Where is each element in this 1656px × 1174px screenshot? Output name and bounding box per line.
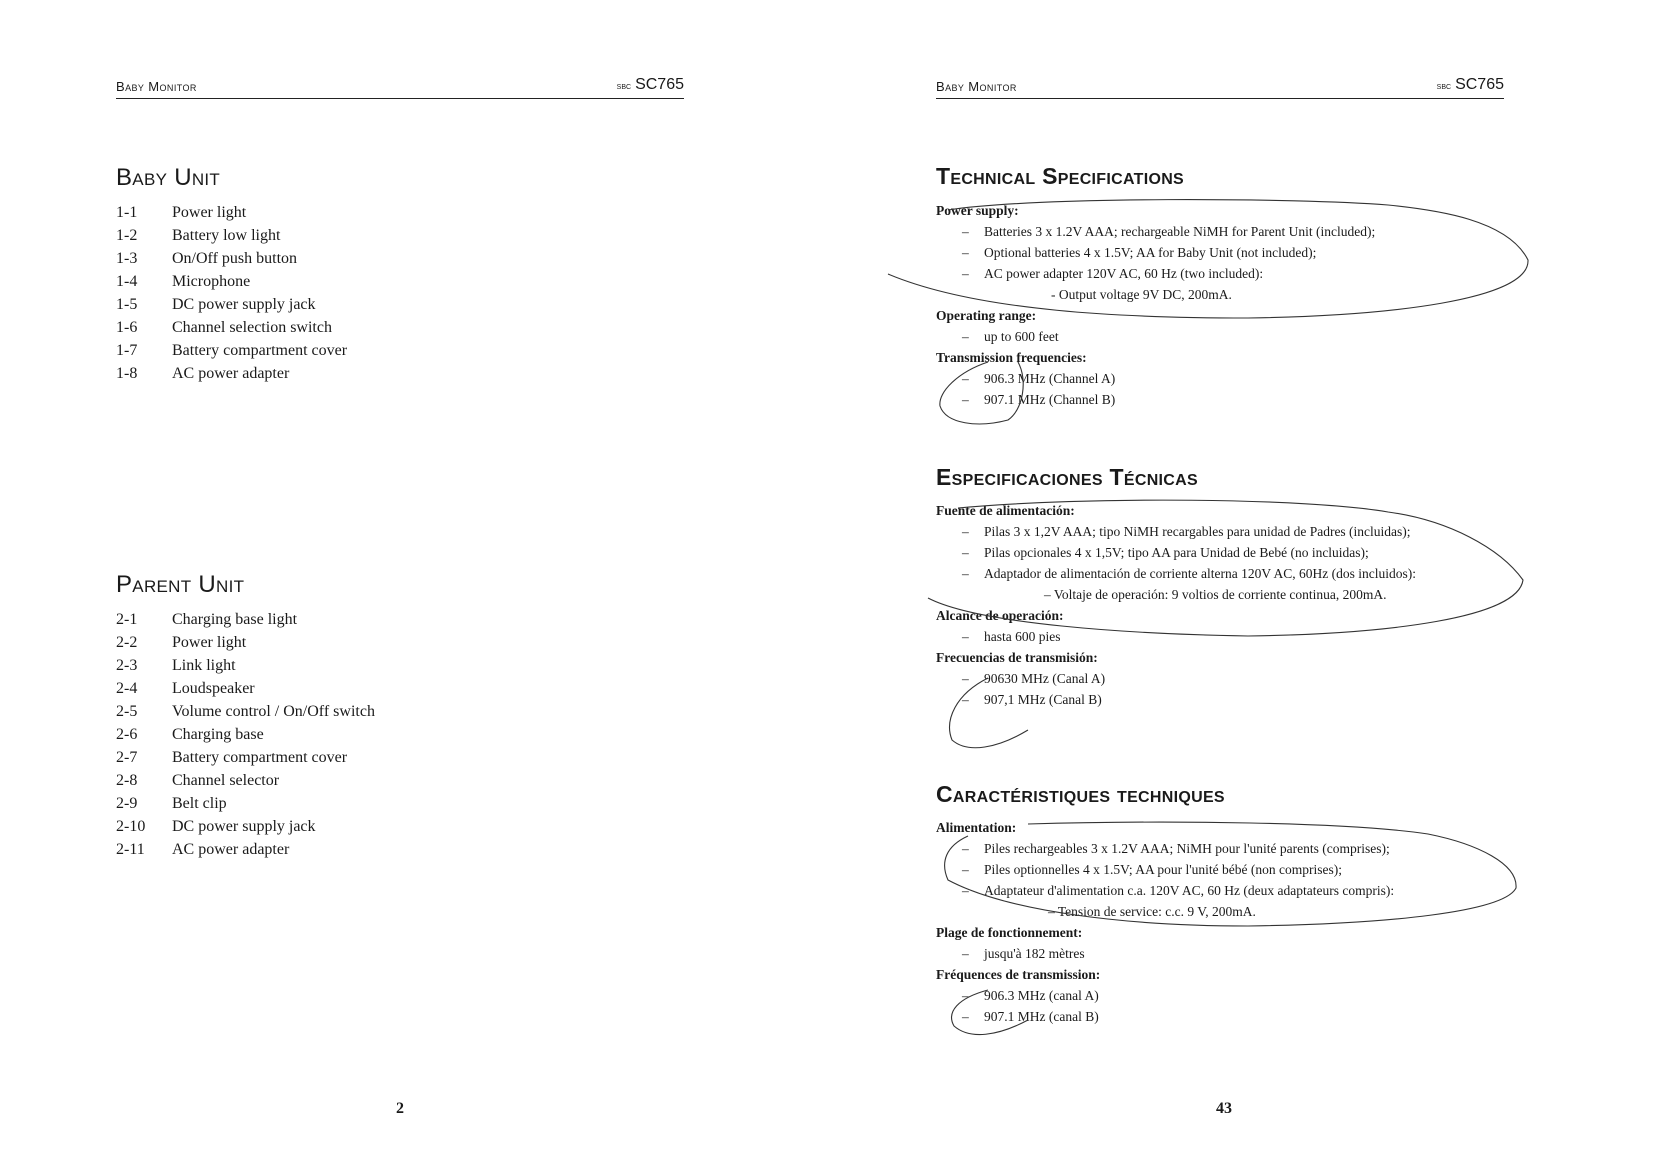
spec-item-text: 906.3 MHz (Channel A) [984, 371, 1116, 386]
item-label: Battery low light [172, 227, 281, 244]
spec-item-text: Adaptateur d'alimentation c.a. 120V AC, 60 Hz (deux adaptateurs compris): [984, 883, 1395, 898]
spec-item: – AC power adapter 120V AC, 60 Hz (two included): [962, 266, 1264, 281]
list-item [116, 815, 375, 838]
item-label: DC power supply jack [172, 818, 316, 835]
list-item [116, 700, 375, 723]
list-item [116, 792, 375, 815]
item-number: 1-8 [116, 365, 138, 382]
running-header [116, 74, 684, 99]
item-number: 2-6 [116, 726, 138, 743]
spec-item-text: Pilas 3 x 1,2V AAA; tipo NiMH recargables para unidad de Padres (incluidas); [984, 524, 1411, 539]
item-number: 2-2 [116, 634, 138, 651]
transmission-frequencies-heading: Transmission frequencies: [936, 350, 1087, 365]
baby-unit-list [116, 201, 347, 385]
alcance-heading: Alcance de operación: [936, 608, 1064, 623]
baby-unit-title: Baby Unit [116, 164, 221, 191]
spec-item-text: 907,1 MHz (Canal B) [984, 692, 1102, 707]
item-label: Power light [172, 204, 247, 221]
item-number: 2-8 [116, 772, 138, 789]
list-item [116, 316, 347, 339]
spec-item-text: jusqu'à 182 mètres [984, 946, 1085, 961]
spec-item-text: 907.1 MHz (canal B) [984, 1009, 1099, 1024]
parent-unit-title: Parent Unit [116, 571, 245, 598]
item-number: 2-10 [116, 818, 146, 835]
list-item [116, 270, 347, 293]
item-label: Microphone [172, 273, 251, 290]
list-item [116, 723, 375, 746]
item-label: DC power supply jack [172, 296, 316, 313]
spec-item-text: Pilas opcionales 4 x 1,5V; tipo AA para Unidad de Bebé (no incluidas); [984, 545, 1369, 560]
item-label: Link light [172, 657, 236, 674]
spec-item-text: up to 600 feet [984, 329, 1059, 344]
plage-heading: Plage de fonctionnement: [936, 925, 1083, 940]
spec-item: – Piles rechargeables 3 x 1.2V AAA; NiMH pour l'unité parents (comprises); [962, 841, 1390, 856]
list-item [116, 677, 375, 700]
header-model-prefix: sbc [616, 81, 632, 92]
item-number: 1-2 [116, 227, 138, 244]
list-item [116, 224, 347, 247]
fuente-heading: Fuente de alimentación: [936, 503, 1075, 518]
item-number: 2-1 [116, 611, 138, 628]
spec-item: – jusqu'à 182 mètres [962, 946, 1085, 961]
spec-item-text: Batteries 3 x 1.2V AAA; rechargeable NiMH for Parent Unit (included); [984, 224, 1376, 239]
spec-item-text: Piles optionnelles 4 x 1.5V; AA pour l'unité bébé (non comprises); [984, 862, 1343, 877]
item-label: Battery compartment cover [172, 342, 348, 359]
technical-specifications-block [936, 200, 1636, 410]
spec-item: – 90630 MHz (Canal A) [962, 671, 1106, 686]
spec-item: – hasta 600 pies [962, 629, 1061, 644]
item-number: 2-7 [116, 749, 138, 766]
spec-item: – 907.1 MHz (canal B) [962, 1009, 1099, 1024]
item-number: 1-3 [116, 250, 138, 267]
header-model-number: SC765 [1455, 76, 1504, 93]
item-number: 1-7 [116, 342, 138, 359]
item-label: Battery compartment cover [172, 749, 348, 766]
item-number: 2-3 [116, 657, 138, 674]
spec-item-text: 90630 MHz (Canal A) [984, 671, 1106, 686]
item-label: AC power adapter [172, 365, 290, 382]
header-title: Baby Monitor [116, 79, 197, 94]
spec-item-text: AC power adapter 120V AC, 60 Hz (two included): [984, 266, 1264, 281]
item-number: 2-9 [116, 795, 138, 812]
spec-subitem: - Output voltage 9V DC, 200mA. [1051, 287, 1232, 302]
spec-item: – Pilas 3 x 1,2V AAA; tipo NiMH recargables para unidad de Padres (incluidas); [962, 524, 1411, 539]
list-item [116, 746, 375, 769]
especificaciones-block [936, 500, 1636, 710]
item-label: Belt clip [172, 795, 227, 812]
item-label: Power light [172, 634, 247, 651]
spec-item: – Piles optionnelles 4 x 1.5V; AA pour l'unité bébé (non comprises); [962, 862, 1343, 877]
item-label: Channel selection switch [172, 319, 332, 336]
spec-item: – 906.3 MHz (Channel A) [962, 371, 1116, 386]
page-number: 43 [1216, 1100, 1232, 1117]
list-item [116, 362, 347, 385]
header-model-prefix: sbc [1436, 81, 1452, 92]
item-number: 2-11 [116, 841, 145, 858]
spec-item-text: hasta 600 pies [984, 629, 1061, 644]
spec-item: – Pilas opcionales 4 x 1,5V; tipo AA para Unidad de Bebé (no incluidas); [962, 545, 1369, 560]
spec-item-text: Piles rechargeables 3 x 1.2V AAA; NiMH pour l'unité parents (comprises); [984, 841, 1390, 856]
list-item [116, 293, 347, 316]
list-item [116, 838, 375, 861]
item-number: 1-6 [116, 319, 138, 336]
list-item [116, 654, 375, 677]
header-model [617, 76, 684, 94]
spec-item: – Adaptateur d'alimentation c.a. 120V AC, 60 Hz (deux adaptateurs compris): [962, 883, 1395, 898]
item-label: On/Off push button [172, 250, 298, 267]
list-item [116, 608, 375, 631]
item-number: 2-5 [116, 703, 138, 720]
item-label: Charging base light [172, 611, 298, 628]
item-number: 2-4 [116, 680, 138, 697]
spec-subitem: – Voltaje de operación: 9 voltios de corriente continua, 200mA. [1044, 587, 1387, 602]
spec-item: – 907.1 MHz (Channel B) [962, 392, 1116, 407]
technical-specifications-title: Technical Specifications [936, 163, 1185, 189]
especificaciones-title: Especificaciones Técnicas [936, 464, 1198, 490]
item-number: 1-5 [116, 296, 138, 313]
spec-item-text: Adaptador de alimentación de corriente alterna 120V AC, 60Hz (dos incluidos): [984, 566, 1416, 581]
parent-unit-list [116, 608, 375, 861]
list-item [116, 769, 375, 792]
spec-item: – 906.3 MHz (canal A) [962, 988, 1099, 1003]
item-number: 1-4 [116, 273, 138, 290]
list-item [116, 631, 375, 654]
operating-range-heading: Operating range: [936, 308, 1037, 323]
spec-item: – Batteries 3 x 1.2V AAA; rechargeable NiMH for Parent Unit (included); [962, 224, 1376, 239]
spec-item: – up to 600 feet [962, 329, 1059, 344]
page-number: 2 [396, 1100, 404, 1117]
list-item [116, 201, 347, 224]
right-page [828, 0, 1656, 1174]
spec-item-text: 907.1 MHz (Channel B) [984, 392, 1116, 407]
frecuencias-heading: Frecuencias de transmisión: [936, 650, 1098, 665]
spec-item: – Adaptador de alimentación de corriente alterna 120V AC, 60Hz (dos incluidos): [962, 566, 1416, 581]
item-label: Channel selector [172, 772, 280, 789]
caracteristiques-title: Caractéristiques techniques [936, 781, 1225, 807]
item-label: Volume control / On/Off switch [172, 703, 375, 720]
spec-item-text: Optional batteries 4 x 1.5V; AA for Baby Unit (not included); [984, 245, 1317, 260]
running-header [936, 74, 1504, 99]
header-model-number: SC765 [635, 76, 684, 93]
frequences-heading: Fréquences de transmission: [936, 967, 1101, 982]
power-supply-heading: Power supply: [936, 203, 1019, 218]
item-number: 1-1 [116, 204, 138, 221]
spec-subitem: – Tension de service: c.c. 9 V, 200mA. [1048, 904, 1256, 919]
item-label: AC power adapter [172, 841, 290, 858]
header-model [1437, 76, 1504, 94]
alimentation-heading: Alimentation: [936, 820, 1017, 835]
list-item [116, 247, 347, 270]
spec-item: – 907,1 MHz (Canal B) [962, 692, 1102, 707]
header-title: Baby Monitor [936, 79, 1017, 94]
item-label: Loudspeaker [172, 680, 255, 697]
spec-item: – Optional batteries 4 x 1.5V; AA for Baby Unit (not included); [962, 245, 1317, 260]
spec-item-text: 906.3 MHz (canal A) [984, 988, 1099, 1003]
item-label: Charging base [172, 726, 264, 743]
caracteristiques-block [936, 817, 1636, 1027]
list-item [116, 339, 347, 362]
